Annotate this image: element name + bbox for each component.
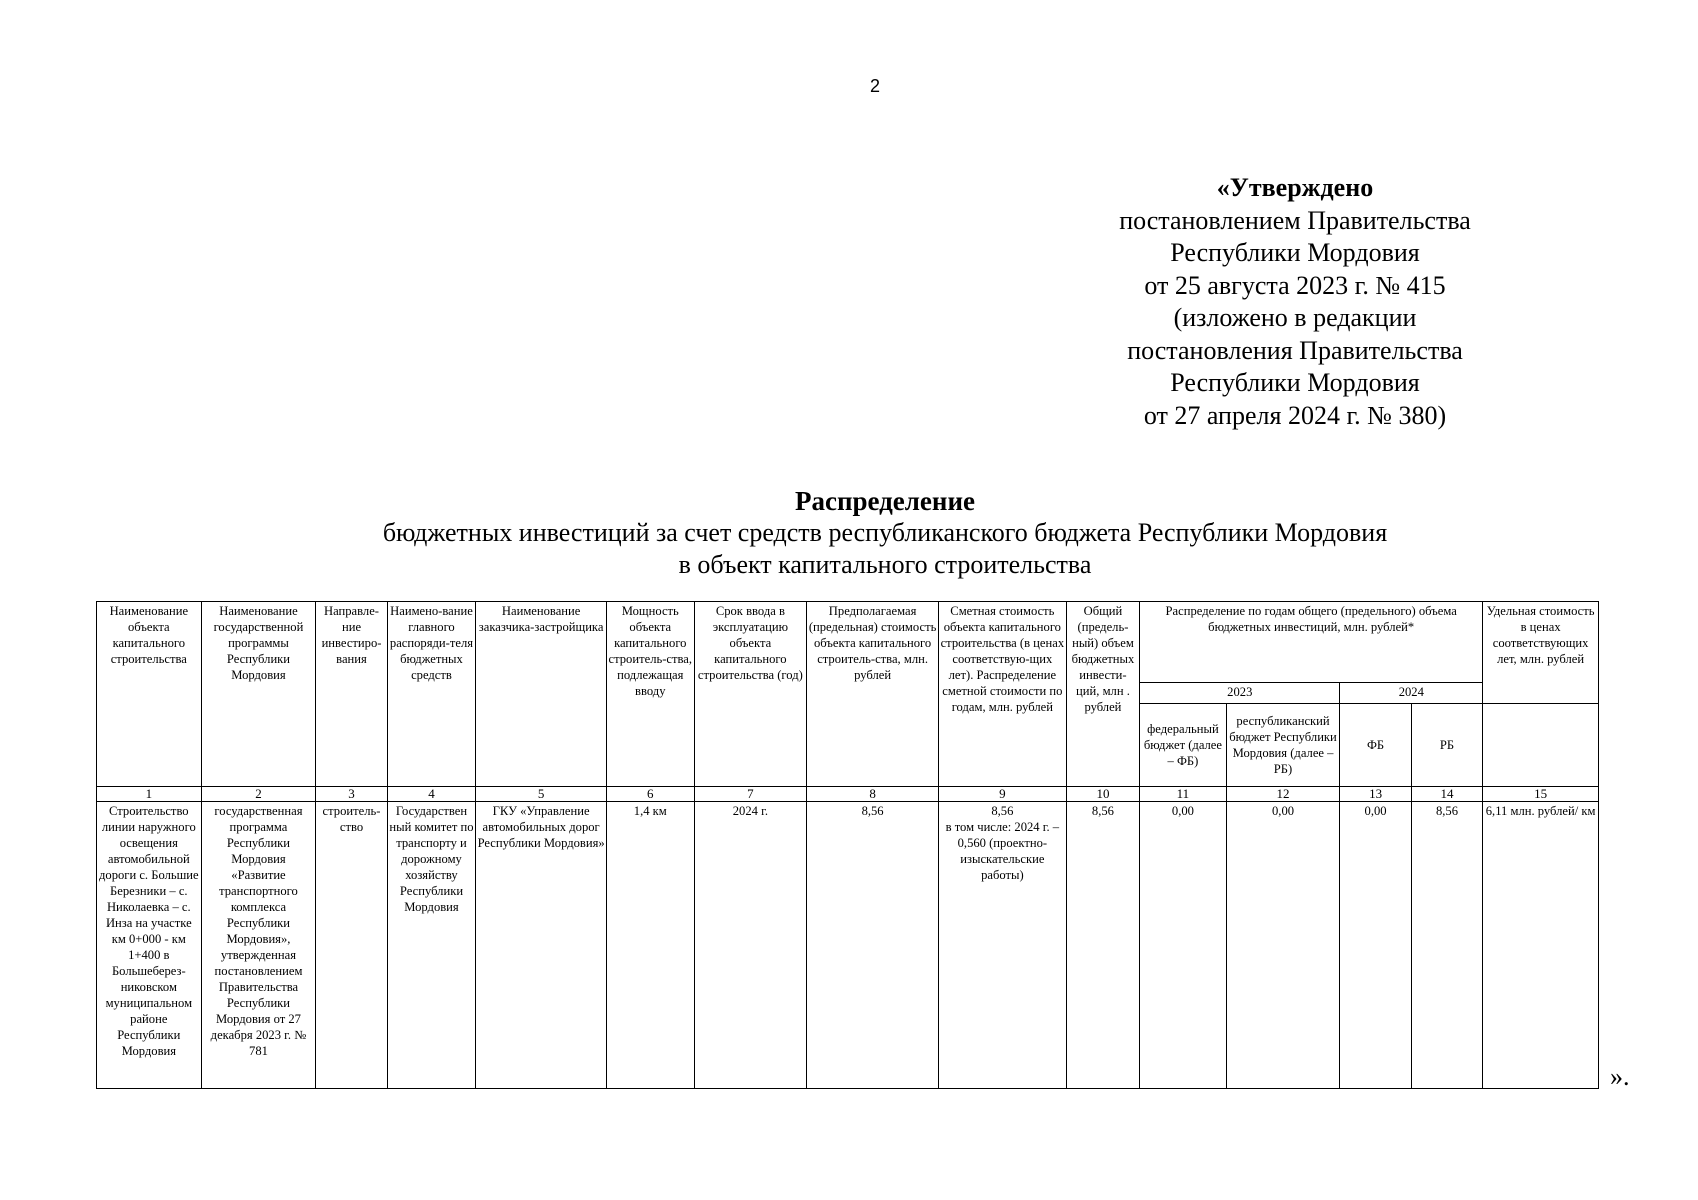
cell-budget-cost-detail: в том числе: 2024 г. – 0,560 (проектно-изыскательские работы) <box>945 820 1060 882</box>
column-number: 7 <box>694 787 807 802</box>
header-cell: Срок ввода в эксплуатацию объекта капитального строительства (год) <box>694 602 807 787</box>
header-cell: Мощность объекта капитального строитель-ства, подлежащая вводу <box>607 602 695 787</box>
title-line: в объект капитального строительства <box>678 550 1092 579</box>
cell-unit-cost: 6,11 млн. рублей/ км <box>1483 802 1599 1089</box>
column-number: 12 <box>1226 787 1340 802</box>
approval-line: от 25 августа 2023 г. № 415 <box>1144 270 1446 300</box>
cell-customer: ГКУ «Управление автомобильных дорог Республики Мордовия» <box>476 802 607 1089</box>
header-group-cell: Распределение по годам общего (предельного) объема бюджетных инвестиций, млн. рублей* <box>1140 602 1483 683</box>
column-number: 14 <box>1411 787 1482 802</box>
header-cell: Направле-ние инвестиро-вания <box>316 602 387 787</box>
header-cell: ФБ <box>1340 704 1411 787</box>
column-number: 8 <box>807 787 939 802</box>
column-number: 3 <box>316 787 387 802</box>
header-cell: федеральный бюджет (далее – ФБ) <box>1140 704 1227 787</box>
cell-capacity: 1,4 км <box>607 802 695 1089</box>
cell-object-name: Строительство линии наружного освещения автомобильной дороги с. Большие Березники – с. Николаевка – с. Инза на участке км 0+000 - км 1+400 в Большеберез-никовском муниципальном районе Республики Мордовия <box>97 802 202 1089</box>
column-number: 11 <box>1140 787 1227 802</box>
header-row <box>97 602 1599 683</box>
cell-estimated-cost: 8,56 <box>807 802 939 1089</box>
approval-block <box>1035 172 1555 432</box>
cell-budget-cost <box>938 802 1066 1089</box>
column-number: 15 <box>1483 787 1599 802</box>
column-number-row <box>97 787 1599 802</box>
cell-2024-rb: 8,56 <box>1411 802 1482 1089</box>
header-cell: Наимено-вание главного распоряди-теля бюджетных средств <box>387 602 476 787</box>
column-number: 13 <box>1340 787 1411 802</box>
header-year-cell: 2023 <box>1140 683 1340 704</box>
cell-commission-year: 2024 г. <box>694 802 807 1089</box>
header-cell: Наименование объекта капитального строительства <box>97 602 202 787</box>
approval-line: постановлением Правительства <box>1119 205 1471 235</box>
cell-2024-fb: 0,00 <box>1340 802 1411 1089</box>
header-year-cell: 2024 <box>1340 683 1483 704</box>
column-number: 6 <box>607 787 695 802</box>
closing-quote: ». <box>1610 1062 1630 1091</box>
column-number: 2 <box>201 787 316 802</box>
column-number: 1 <box>97 787 202 802</box>
cell-direction: строитель-ство <box>316 802 387 1089</box>
header-cell: республиканский бюджет Республики Мордовия (далее – РБ) <box>1226 704 1340 787</box>
page-number: 2 <box>870 76 881 96</box>
header-cell <box>1483 704 1599 787</box>
cell-2023-fb: 0,00 <box>1140 802 1227 1089</box>
approval-line: Республики Мордовия <box>1170 238 1420 267</box>
cell-budget-cost-value: 8,56 <box>991 804 1014 818</box>
cell-total-investment: 8,56 <box>1066 802 1139 1089</box>
header-cell: Сметная стоимость объекта капитального строительства (в ценах соответствую-щих лет). Распределение сметной стоимости по годам, млн. рублей <box>938 602 1066 787</box>
investment-table <box>96 601 1599 1089</box>
cell-program: государственная программа Республики Мордовия «Развитие транспортного комплекса Республики Мордовия», утвержденная постановлением Правительства Республики Мордовия от 27 декабря 2023 г. № 781 <box>201 802 316 1089</box>
approval-line: (изложено в редакции <box>1173 303 1417 332</box>
cell-budget-holder: Государствен ный комитет по транспорту и дорожному хозяйству Республики Мордовия <box>387 802 476 1089</box>
header-cell: Предполагаемая (предельная) стоимость объекта капитального строитель-ства, млн. рублей <box>807 602 939 787</box>
column-number: 9 <box>938 787 1066 802</box>
title-main: Распределение <box>794 486 976 516</box>
document-title <box>0 485 1698 581</box>
approval-line: Республики Мордовия <box>1170 368 1420 397</box>
header-cell: Удельная стоимость в ценах соответствующих лет, млн. рублей <box>1483 602 1599 704</box>
column-number: 10 <box>1066 787 1139 802</box>
approval-line: постановления Правительства <box>1127 335 1463 365</box>
column-number: 5 <box>476 787 607 802</box>
approval-line: от 27 апреля 2024 г. № 380) <box>1143 400 1447 430</box>
table-row <box>97 802 1599 1089</box>
approval-heading: «Утверждено <box>1216 173 1374 202</box>
header-cell: Общий (предель-ный) объем бюджетных инвести-ций, млн . рублей <box>1066 602 1139 787</box>
header-cell: Наименование заказчика-застройщика <box>476 602 607 787</box>
header-cell: Наименование государственной программы Республики Мордовия <box>201 602 316 787</box>
header-cell: РБ <box>1411 704 1482 787</box>
title-line: бюджетных инвестиций за счет средств республиканского бюджета Республики Мордовия <box>382 518 1388 547</box>
column-number: 4 <box>387 787 476 802</box>
cell-2023-rb: 0,00 <box>1226 802 1340 1089</box>
